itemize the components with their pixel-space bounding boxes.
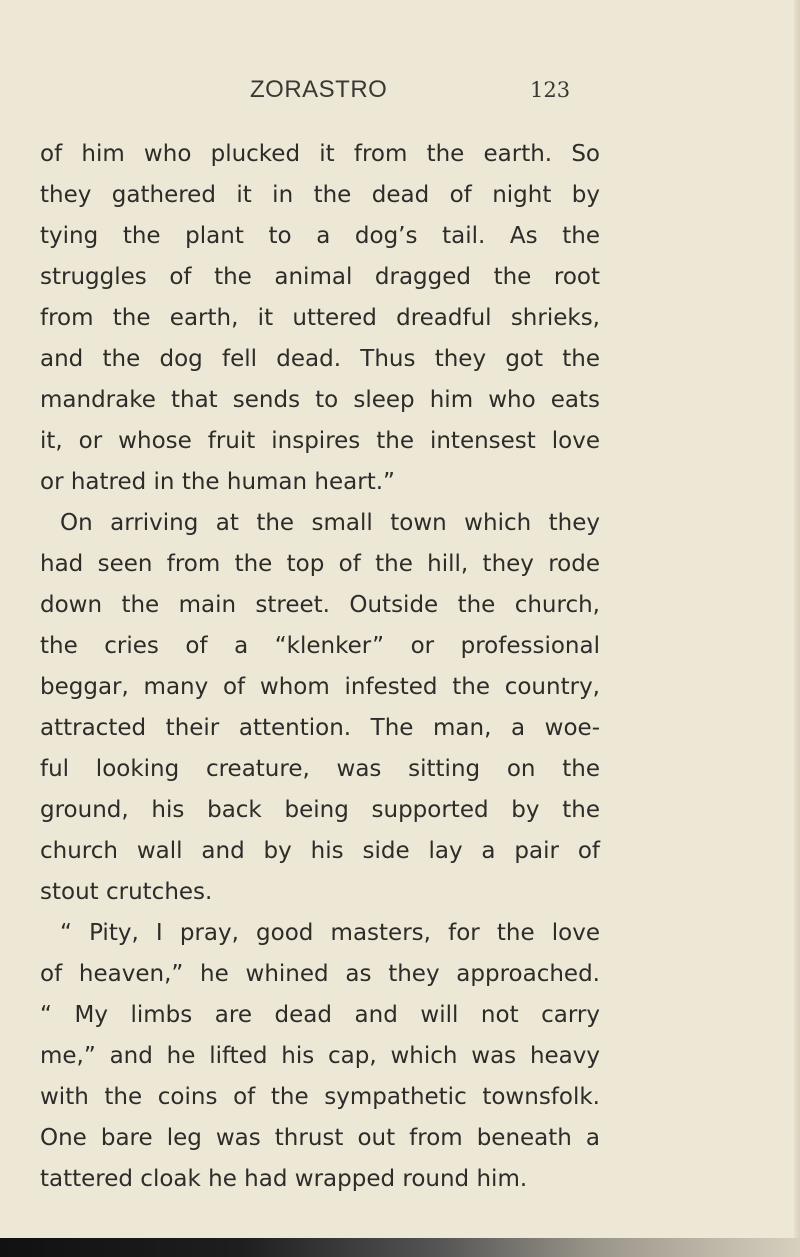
text-line: they gathered it in the dead of night by (40, 182, 600, 208)
text-line: beggar, many of whom infested the country, (40, 674, 600, 700)
page-header (40, 76, 600, 110)
text-line: “ Pity, I pray, good masters, for the love (60, 920, 600, 946)
body-text (40, 134, 600, 1200)
text-line: it, or whose fruit inspires the intensest love (40, 428, 600, 454)
text-line: One bare leg was thrust out from beneath a (40, 1125, 600, 1151)
text-line: the cries of a “klenker” or professional (40, 633, 600, 659)
text-line: stout crutches. (40, 879, 213, 905)
text-line: ground, his back being supported by the (40, 797, 600, 823)
text-line: of heaven,” he whined as they approached. (40, 961, 600, 987)
text-line: with the coins of the sympathetic townsfolk. (40, 1084, 600, 1110)
text-line: from the earth, it uttered dreadful shrieks, (40, 305, 600, 331)
text-line: attracted their attention. The man, a woe- (40, 715, 600, 741)
text-line: mandrake that sends to sleep him who eats (40, 387, 600, 413)
text-line: “ My limbs are dead and will not carry (40, 1002, 600, 1028)
text-line: or hatred in the human heart.” (40, 469, 395, 495)
text-line: church wall and by his side lay a pair of (40, 838, 600, 864)
text-line: and the dog fell dead. Thus they got the (40, 346, 600, 372)
text-line: tattered cloak he had wrapped round him. (40, 1166, 528, 1192)
text-line: On arriving at the small town which they (60, 510, 600, 536)
text-line: down the main street. Outside the church, (40, 592, 600, 618)
text-line: tying the plant to a dog’s tail. As the (40, 223, 600, 249)
text-line: had seen from the top of the hill, they rode (40, 551, 600, 577)
page-right-edge (794, 0, 800, 1257)
page-bottom-edge (0, 1238, 800, 1257)
text-line: struggles of the animal dragged the root (40, 264, 600, 290)
text-line: me,” and he lifted his cap, which was heavy (40, 1043, 600, 1069)
running-head: ZORASTRO (250, 76, 388, 103)
page-number: 123 (530, 78, 571, 102)
text-line: of him who plucked it from the earth. So (40, 141, 600, 167)
text-line: ful looking creature, was sitting on the (40, 756, 600, 782)
